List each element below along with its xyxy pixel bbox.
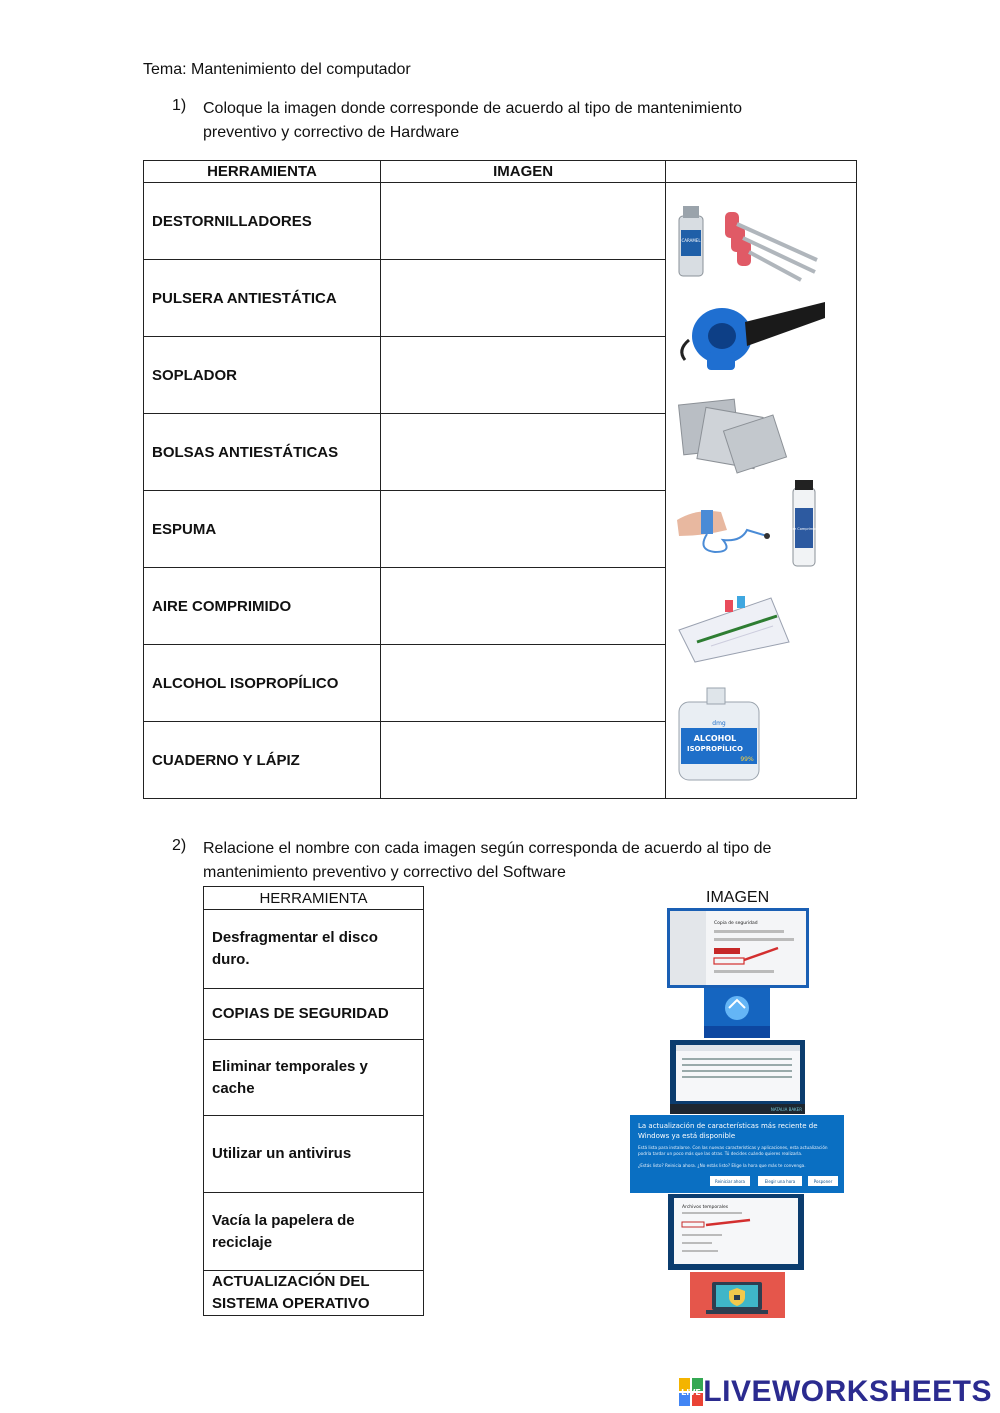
backup-settings-screenshot[interactable] [667, 908, 809, 988]
table-row[interactable] [204, 1116, 424, 1193]
backup-screen-title: Copia de seguridad [714, 921, 758, 926]
alcohol-gallon-image[interactable] [679, 688, 759, 780]
tool-label-line-1: Desfragmentar el disco [212, 929, 378, 946]
tool-label: ALCOHOL ISOPROPÍLICO [144, 645, 381, 722]
software-tool-cell[interactable] [204, 989, 424, 1040]
hardware-table-header [144, 161, 857, 183]
tool-label: PULSERA ANTIESTÁTICA [144, 260, 381, 337]
image-drop-slot[interactable] [380, 645, 666, 722]
tool-label: ESPUMA [144, 491, 381, 568]
tool-label-line-1: COPIAS DE SEGURIDAD [212, 1005, 389, 1022]
software-tool-cell[interactable] [204, 1271, 424, 1316]
tool-label-line-2: reciclaje [212, 1233, 273, 1251]
question-2-line-2: mantenimiento preventivo y correctivo del Software [203, 864, 566, 881]
tool-label-line-2: duro. [212, 951, 250, 968]
software-tool-cell[interactable] [204, 1193, 424, 1271]
liveworksheets-logo [679, 1372, 992, 1412]
update-body-line-1: Está lista para instalarse. Con las nuevas características y aplicaciones, esta actualización [638, 1145, 828, 1150]
table-row[interactable] [204, 910, 424, 989]
tool-label: DESTORNILLADORES [144, 183, 381, 260]
image-drop-slot[interactable] [380, 337, 666, 414]
restart-now-button[interactable]: Reiniciar ahora [714, 1179, 746, 1184]
header-imagen: IMAGEN [380, 161, 666, 183]
tool-label-line-2: cache [212, 1079, 255, 1097]
header-herramienta: HERRAMIENTA [144, 161, 381, 183]
software-table [203, 886, 424, 1316]
image-drop-slot[interactable] [380, 722, 666, 799]
windows-update-dialog[interactable] [630, 1115, 844, 1193]
postpone-button[interactable]: Posponer [813, 1179, 833, 1184]
software-tool-cell[interactable] [204, 1040, 424, 1116]
image-drop-slot[interactable] [380, 568, 666, 645]
table-row[interactable] [204, 989, 424, 1040]
live-badge-text: LIVE [681, 1388, 702, 1397]
wrist-strap-image[interactable] [677, 510, 770, 552]
notebook-and-pencil-image[interactable] [679, 596, 789, 662]
question-1-line-1: Coloque la imagen donde corresponde de acuerdo al tipo de mantenimiento [203, 100, 743, 117]
blower-image[interactable] [682, 302, 825, 370]
table-row[interactable] [204, 1271, 424, 1316]
image-drop-slot[interactable] [380, 491, 666, 568]
hardware-image-bank [667, 190, 855, 790]
imagen-column-title: IMAGEN [706, 889, 770, 906]
question-2-number: 2) [172, 837, 187, 854]
disk-cleanup-screenshot[interactable] [668, 1194, 804, 1270]
brand-name: LIVEWORKSHEETS [703, 1375, 992, 1408]
update-title-line-2: Windows ya está disponible [638, 1132, 736, 1140]
tool-label-line-2: SISTEMA OPERATIVO [212, 1295, 370, 1312]
live-badge-icon [679, 1378, 703, 1406]
gallon-label-line-3: 99% [740, 756, 754, 763]
gallon-label-line-1: ALCOHOL [693, 734, 737, 743]
tool-label-line-1: ACTUALIZACIÓN DEL [212, 1273, 370, 1290]
recycle-bin-image[interactable] [704, 988, 770, 1038]
gallon-label-line-2: ISOPROPÍLICO [687, 745, 743, 753]
temp-files-screenshot[interactable] [670, 1040, 805, 1114]
tool-label: SOPLADOR [144, 337, 381, 414]
software-tool-cell[interactable] [204, 1116, 424, 1193]
software-table-header [204, 887, 424, 910]
image-drop-slot[interactable] [380, 260, 666, 337]
bottle-label: CARAMEL [681, 238, 701, 243]
foam-bottle-image[interactable] [679, 206, 703, 276]
update-title-line-1: La actualización de características más reciente de [638, 1122, 818, 1130]
choose-time-button[interactable]: Elegir una hora [764, 1179, 796, 1184]
topic-line: Tema: Mantenimiento del computador [143, 61, 411, 78]
question-1-line-2: preventivo y correctivo de Hardware [203, 124, 460, 141]
update-body-line-3: ¿Estás listo? Reinicia ahora. ¿No estás listo? Elige la hora que más te convenga. [638, 1163, 806, 1168]
tool-label: AIRE COMPRIMIDO [144, 568, 381, 645]
screwdrivers-image[interactable] [725, 212, 817, 280]
software-tool-cell[interactable] [204, 910, 424, 989]
question-1-number: 1) [172, 97, 187, 114]
question-2-line-1: Relacione el nombre con cada imagen según corresponda de acuerdo al tipo de [203, 840, 772, 857]
tool-label-line-1: Vacía la papelera de [212, 1211, 355, 1229]
compressed-air-can-image[interactable] [789, 480, 818, 566]
tool-label: BOLSAS ANTIESTÁTICAS [144, 414, 381, 491]
tool-label: CUADERNO Y LÁPIZ [144, 722, 381, 799]
antivirus-laptop-image[interactable] [690, 1272, 785, 1318]
update-body-line-2: podría tardar un poco más que las otras. Tú decides cuándo quieres realizarla. [638, 1151, 803, 1156]
header-herramienta: HERRAMIENTA [204, 887, 424, 910]
can-label: Aire Comprimido [789, 527, 819, 531]
header-empty [666, 161, 857, 183]
tool-label-line-1: Utilizar un antivirus [212, 1145, 352, 1162]
tool-label-line-1: Eliminar temporales y [212, 1057, 368, 1075]
brand-small-label: NATALIA BAKER [770, 1107, 802, 1112]
table-row[interactable] [204, 1193, 424, 1271]
table-row[interactable] [204, 1040, 424, 1116]
cleanup-screen-title: Archivos temporales [682, 1205, 729, 1210]
image-drop-slot[interactable] [380, 414, 666, 491]
image-drop-slot[interactable] [380, 183, 666, 260]
antistatic-bags-image[interactable] [679, 399, 787, 473]
gallon-brand: dmg [712, 720, 726, 727]
software-image-bank [630, 908, 846, 1318]
